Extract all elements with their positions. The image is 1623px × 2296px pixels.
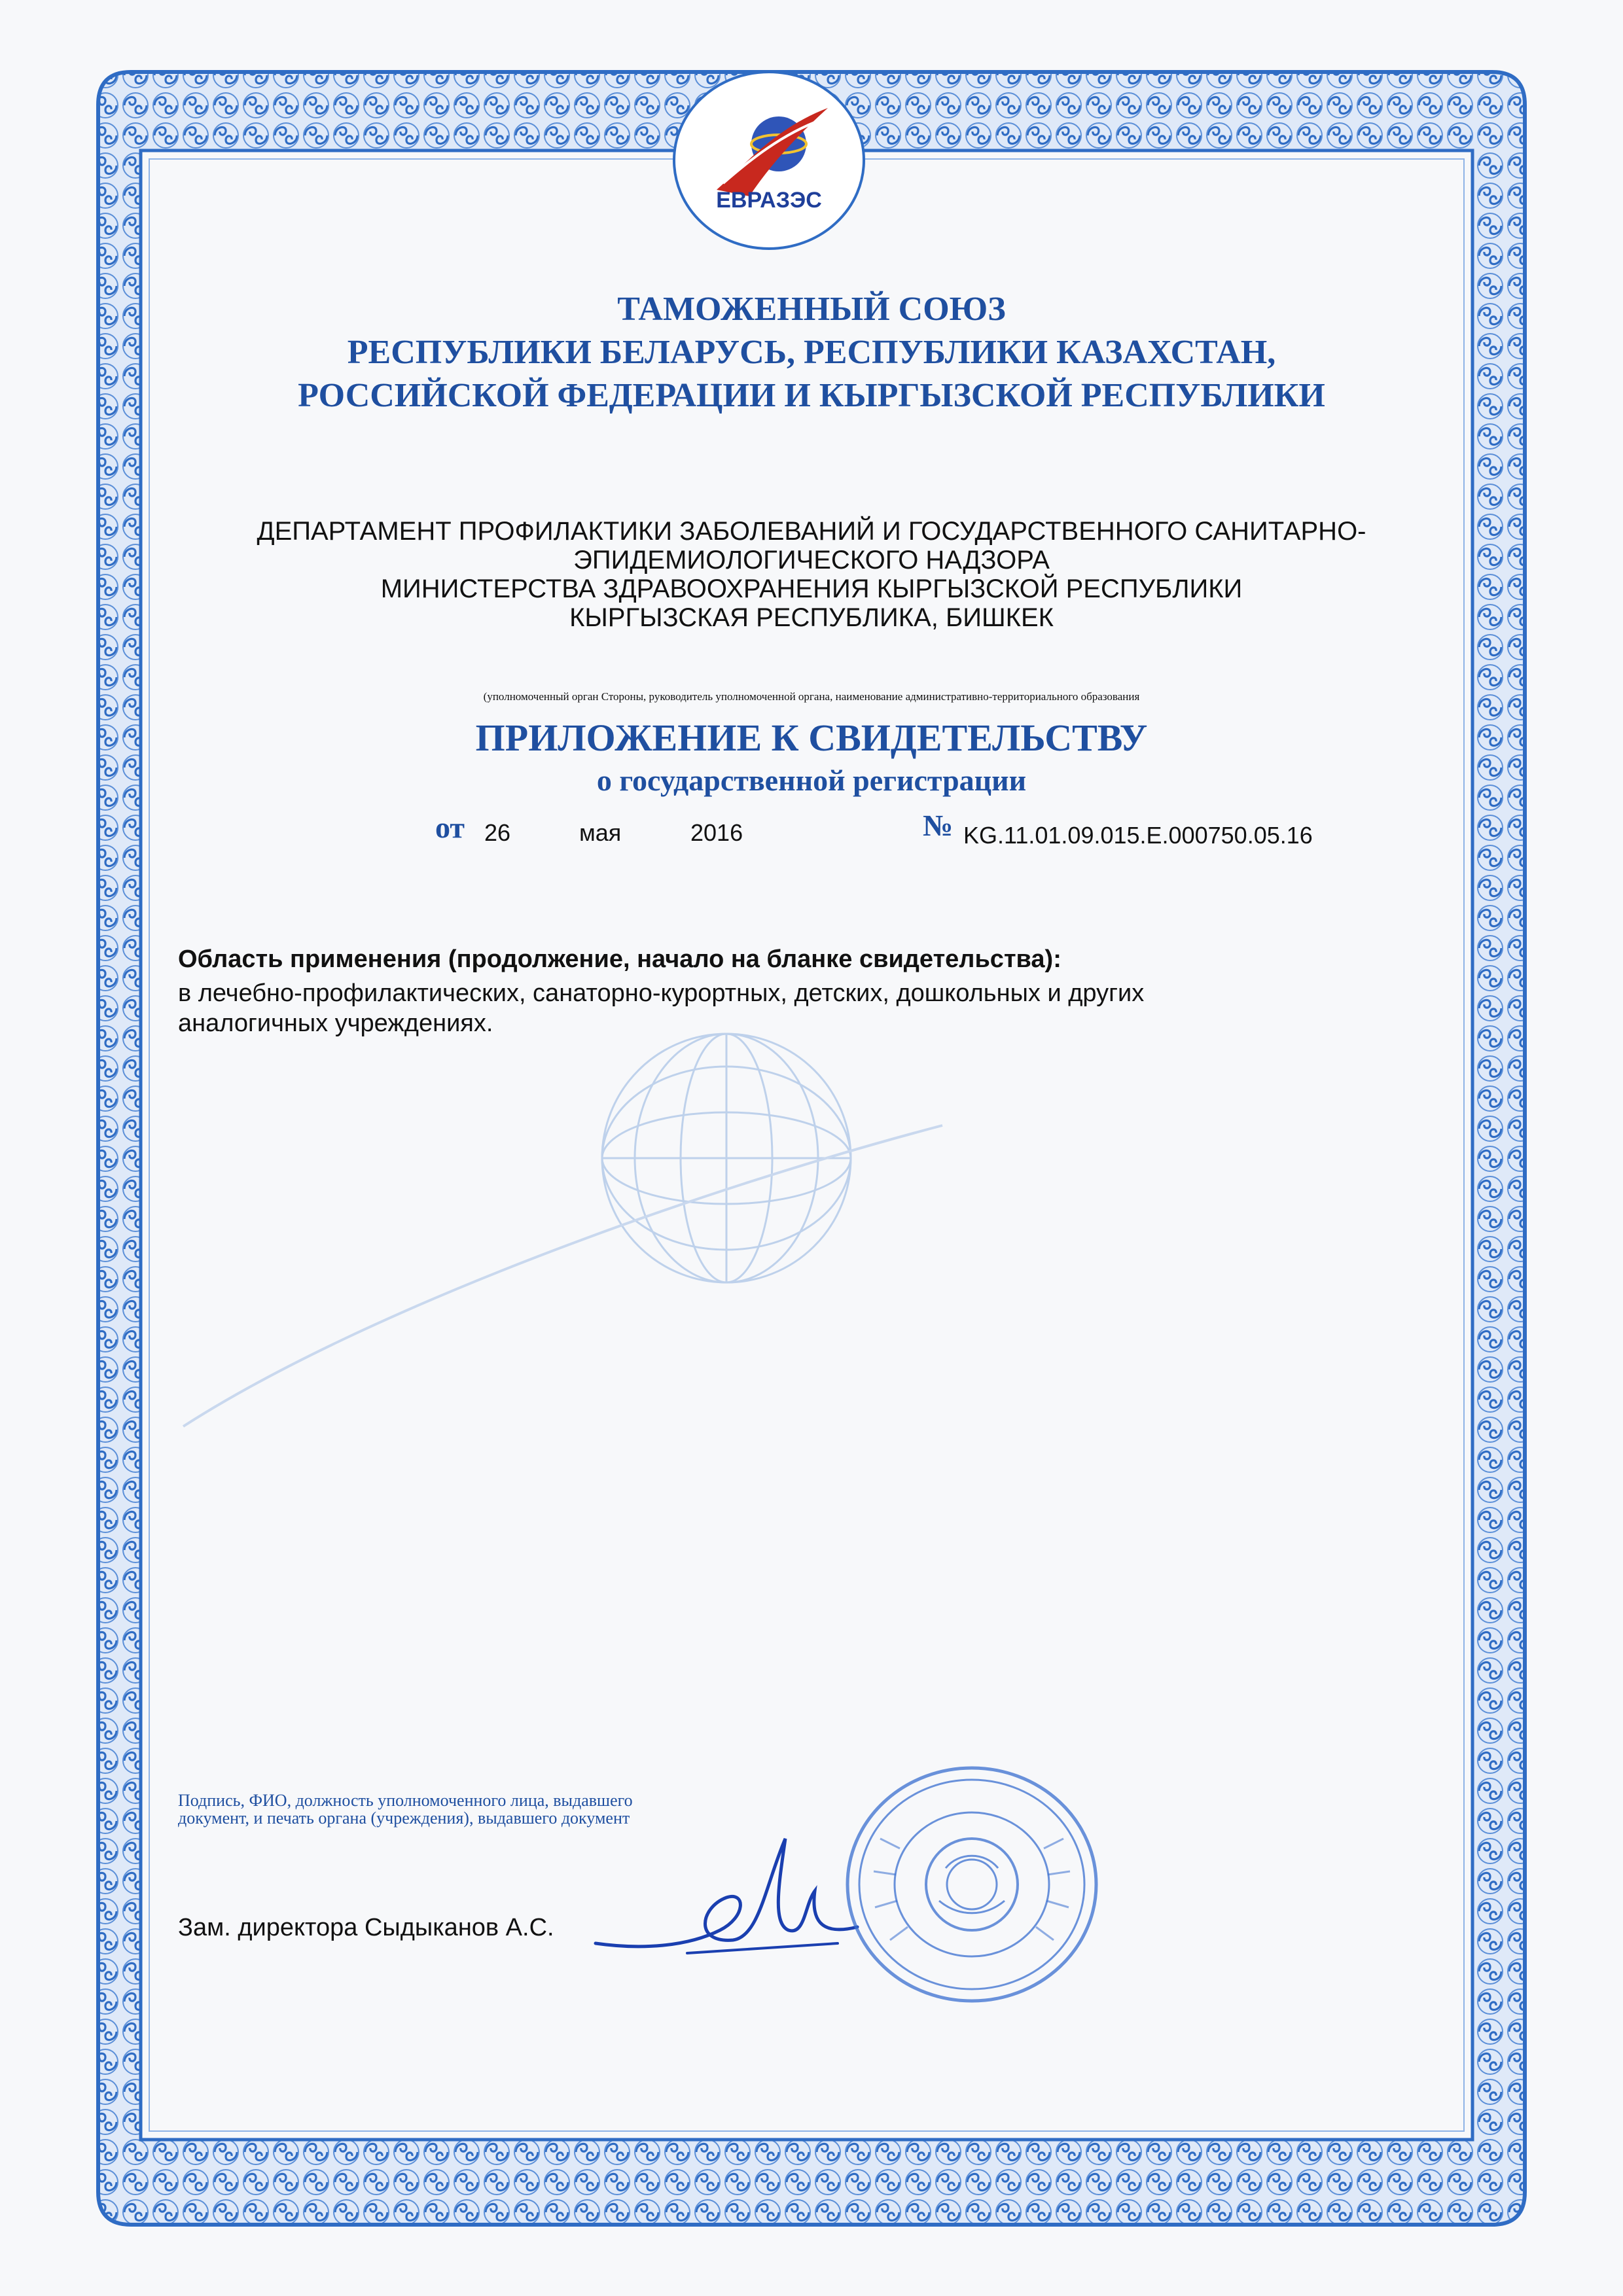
official-stamp (841, 1760, 1103, 2009)
logo-text: ЕВРАЗЭС (716, 188, 822, 213)
number-label: № (923, 809, 954, 842)
scope-heading: Область применения (продолжение, начало на бланке свидетельства): (178, 945, 1061, 973)
signature-note: Подпись, ФИО, должность уполномоченного лица, выдавшего документ, и печать органа (учреждения), выдавшего документ (178, 1791, 633, 1828)
department-line: ДЕПАРТАМЕНТ ПРОФИЛАКТИКИ ЗАБОЛЕВАНИЙ И ГОСУДАРСТВЕННОГО САНИТАРНО- (257, 517, 1366, 546)
union-line: ТАМОЖЕННЫЙ СОЮЗ (617, 291, 1006, 328)
date-day: 26 (484, 819, 511, 846)
department-line: ЭПИДЕМИОЛОГИЧЕСКОГО НАДЗОРА (573, 546, 1050, 574)
eurasec-emblem-icon (671, 69, 867, 252)
signer-name: Зам. директора Сыдыканов А.С. (178, 1914, 554, 1941)
date-year: 2016 (690, 819, 743, 846)
department-line: МИНИСТЕРСТВА ЗДРАВООХРАНЕНИЯ КЫРГЫЗСКОЙ РЕСПУБЛИКИ (380, 574, 1243, 603)
department-block (131, 517, 1492, 632)
orbit-watermark (170, 1112, 955, 1439)
union-title (131, 288, 1492, 417)
handwritten-signature (589, 1812, 864, 1983)
authority-note: (уполномоченный орган Стороны, руководитель уполномоченной органа, наименование административно-территориального образования (483, 690, 1140, 703)
date-month: мая (579, 819, 622, 846)
union-line: РОССИЙСКОЙ ФЕДЕРАЦИИ И КЫРГЫЗСКОЙ РЕСПУБЛИКИ (298, 377, 1325, 414)
date-label: от (435, 811, 465, 844)
scope-text: в лечебно-профилактических, санаторно-курортных, детских, дошкольных и других аналогичных учреждениях. (178, 980, 1145, 1037)
union-line: РЕСПУБЛИКИ БЕЛАРУСЬ, РЕСПУБЛИКИ КАЗАХСТАН, (347, 334, 1276, 371)
appendix-title: ПРИЛОЖЕНИЕ К СВИДЕТЕЛЬСТВУ (475, 716, 1148, 759)
eurasec-logo (671, 69, 867, 252)
department-line: КЫРГЫЗСКАЯ РЕСПУБЛИКА, БИШКЕК (569, 603, 1054, 632)
appendix-subtitle: о государственной регистрации (596, 764, 1027, 797)
certificate-number: KG.11.01.09.015.E.000750.05.16 (963, 822, 1313, 849)
